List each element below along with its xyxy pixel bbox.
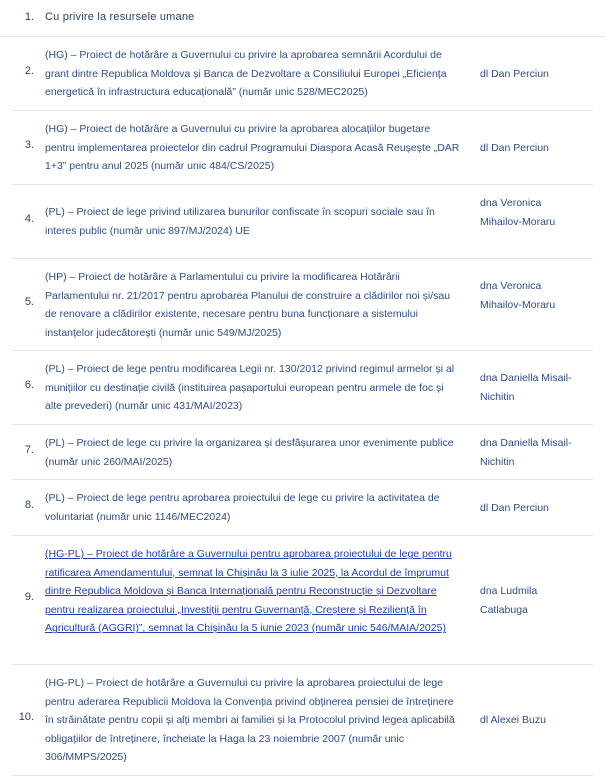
item-number: 8.	[24, 499, 34, 511]
item-presenter: dna Daniella Misail-Nichitin	[480, 372, 572, 403]
item-presenter: dl Alexei Buzu	[480, 714, 546, 726]
item-number: 9.	[24, 591, 34, 603]
agenda-item-2	[0, 37, 605, 111]
item-presenter: dl Dan Perciun	[480, 68, 549, 80]
item-description: (HP) – Proiect de hotărâre a Parlamentului cu privire la modificarea Hotărârii Parlamentului nr. 21/2017 pentru aprobarea Planului de construire a clădirilor noi și/sau de renovare a clădirilor existente, necesare pentru buna funcționare a sistemului instanțelor judecătorești (număr unic 549/MJ/2025)	[45, 271, 451, 339]
item-number: 6.	[24, 379, 34, 391]
item-number: 2.	[24, 65, 34, 77]
section-header-row	[0, 0, 605, 37]
item-description-link[interactable]: (HG-PL) – Proiect de hotărâre a Guvernului pentru aprobarea proiectului de lege pentru ratificarea Amendamentului, semnat la Chișinău la 3 iulie 2025, la Acordul de împrumut dintre Republica Moldova și Banca Internațională pentru Reconstrucție și Dezvoltare pentru realizarea proiectului „Investiții pentru Guvernanță, Creștere și Reziliență în Agricultură (AGGRI)”, semnat la Chișinău la 5 iunie 2023 (număr unic 546/MAIA/2025)	[45, 548, 452, 635]
item-description: (HG-PL) – Proiect de hotărâre a Guvernului cu privire la aprobarea proiectului de lege pentru aderarea Republicii Moldova la Convenția privind obținerea pensiei de întreținere în străinătate pentru copii și alți membri ai familiei și la Protocolul privind legea aplicabilă obligațiilor de întreținere, încheiate la Haga la 23 noiembrie 2007 (număr unic 306/MMPS/2025)	[45, 677, 455, 764]
item-number: 10.	[18, 711, 34, 723]
item-presenter: dna Veronica Mihailov-Moraru	[480, 197, 556, 228]
agenda-item-10	[0, 665, 605, 776]
item-description: (PL) – Proiect de lege privind utilizarea bunurilor confiscate în scopuri sociale sau în interes public (număr unic 897/MJ/2024) UE	[45, 206, 435, 237]
item-number: 7.	[24, 444, 34, 456]
item-presenter: dl Dan Perciun	[480, 502, 549, 514]
item-description: (PL) – Proiect de lege pentru modificarea Legii nr. 130/2012 privind regimul armelor și al munițiilor cu destinație civilă (instituirea pașaportului european pentru armele de foc și alte prevederi) (număr unic 431/MAI/2023)	[45, 363, 455, 413]
section-number: 1.	[24, 11, 34, 23]
agenda-item-9	[0, 536, 605, 665]
agenda-item-6	[0, 351, 605, 425]
item-number: 3.	[24, 139, 34, 151]
agenda-item-7	[0, 425, 605, 480]
item-description: (PL) – Proiect de lege cu privire la organizarea și desfășurarea unor evenimente publice (număr unic 260/MAI/2025)	[45, 437, 454, 468]
item-number: 5.	[24, 296, 34, 308]
agenda-item-5	[0, 259, 605, 351]
agenda-item-4	[0, 185, 605, 259]
item-presenter: dna Daniella Misail-Nichitin	[480, 437, 572, 468]
section-title: Cu privire la resursele umane	[45, 11, 195, 23]
agenda-item-8	[0, 480, 605, 536]
item-presenter: dl Dan Perciun	[480, 142, 549, 154]
agenda-item-3	[0, 111, 605, 185]
item-presenter: dna Ludmila Catlabuga	[480, 585, 538, 616]
item-description: (PL) – Proiect de lege pentru aprobarea proiectului de lege cu privire la activitatea de voluntariat (număr unic 1146/MEC2024)	[45, 492, 440, 523]
item-description: (HG) – Proiect de hotărâre a Guvernului cu privire la aprobarea semnării Acordului de grant dintre Republica Moldova și Banca de Dezvoltare a Consiliului Europei „Eficiența energetică în infrastructura educațională” (număr unic 528/MEC2025)	[45, 49, 447, 99]
item-number: 4.	[24, 213, 34, 225]
item-description: (HG) – Proiect de hotărâre a Guvernului cu privire la aprobarea alocațiilor bugetare pentru implementarea proiectelor din cadrul Programului Diaspora Acasă Reușește „DAR 1+3” pentru anul 2025 (număr unic 484/CS/2025)	[45, 123, 460, 173]
item-presenter: dna Veronica Mihailov-Moraru	[480, 280, 556, 311]
